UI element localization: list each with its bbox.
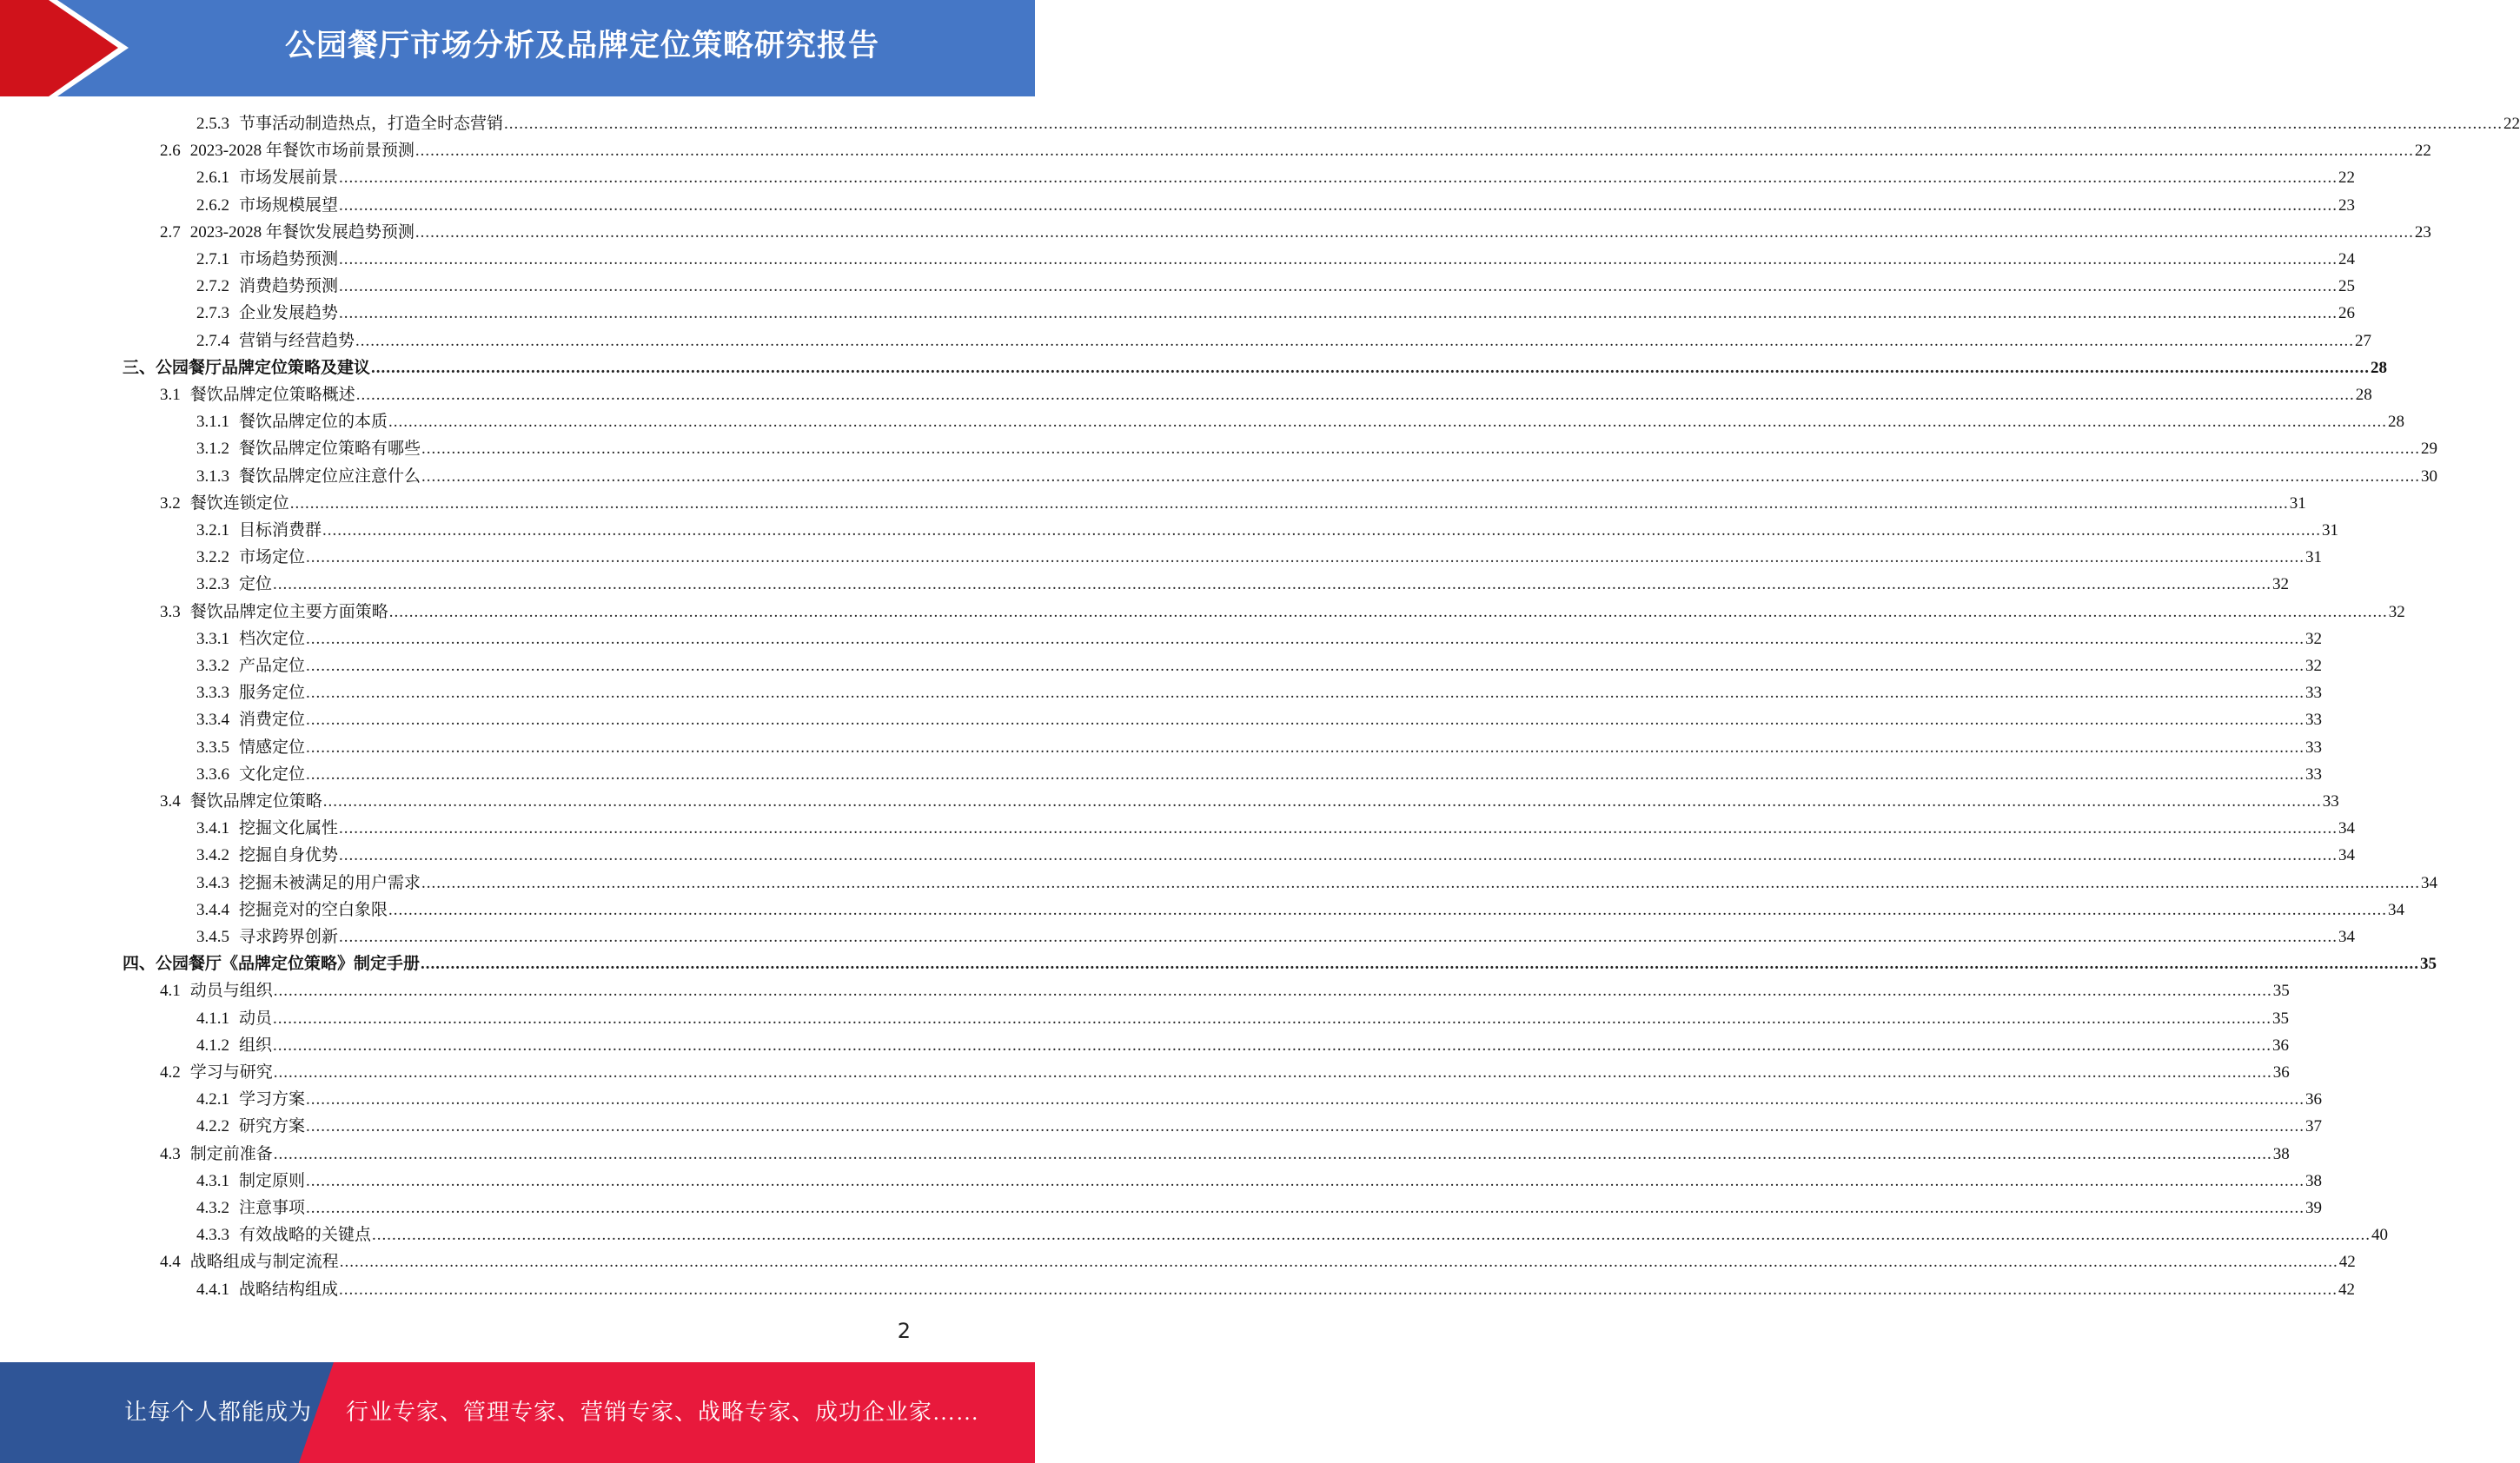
- toc-entry-page: 36: [2305, 1090, 2323, 1109]
- toc-dot-leader: ................................................................................................................................................................................................................................................................................................................................................................................................................: [339, 169, 2338, 188]
- toc-entry-page: 35: [2272, 1009, 2290, 1028]
- toc-entry-title: 有效战略的关键点: [239, 1226, 372, 1245]
- toc-entry-page: 22: [2338, 169, 2356, 188]
- toc-dot-leader: ................................................................................................................................................................................................................................................................................................................................................................................................................: [339, 277, 2338, 296]
- toc-entry-number: 4.4: [160, 1253, 181, 1272]
- toc-dot-leader: ................................................................................................................................................................................................................................................................................................................................................................................................................: [414, 142, 2414, 161]
- toc-entry-page: 33: [2322, 792, 2339, 811]
- toc-entry-label: [196, 463, 421, 487]
- toc-entry-number: 3.2: [160, 493, 181, 513]
- toc-entry-label: [196, 626, 305, 649]
- toc-entry-page: 42: [2338, 1253, 2356, 1272]
- toc-dot-leader: ................................................................................................................................................................................................................................................................................................................................................................................................................: [414, 222, 2414, 242]
- toc-dot-leader: ................................................................................................................................................................................................................................................................................................................................................................................................................: [388, 413, 2388, 432]
- toc-entry-title: 学习与研究: [189, 1063, 273, 1082]
- toc-entry-label: [196, 164, 338, 188]
- toc-entry-label: [196, 246, 338, 269]
- toc-entry-page: 22: [2414, 142, 2431, 161]
- toc-entry-page: 29: [2421, 440, 2438, 459]
- toc-entry-label: [123, 354, 370, 378]
- toc-entry-number: 3.4.3: [196, 873, 229, 892]
- toc-entry[interactable]: [196, 164, 2356, 191]
- footer-slogan-left: 让每个人都能成为: [124, 1400, 313, 1425]
- toc-entry-label: [160, 137, 414, 161]
- toc-dot-leader: ................................................................................................................................................................................................................................................................................................................................................................................................................: [421, 440, 2421, 459]
- toc-entry-number: 2.7.4: [196, 331, 229, 350]
- toc-entry-page: 27: [2355, 331, 2372, 350]
- toc-entry-page: 34: [2338, 846, 2356, 865]
- toc-entry-label: [160, 1248, 339, 1272]
- toc-entry-label: [196, 192, 338, 215]
- toc-entry-number: 4.2.1: [196, 1090, 229, 1109]
- toc-entry-title: 挖掘自身优势: [239, 846, 339, 865]
- toc-entry-page: 36: [2272, 1063, 2290, 1082]
- toc-entry[interactable]: [196, 706, 2323, 733]
- toc-entry-label: [196, 517, 322, 540]
- toc-entry-label: [196, 1113, 305, 1136]
- toc-entry-label: [160, 1141, 273, 1164]
- footer-banner: [0, 1362, 1035, 1463]
- toc-entry-number: 3.4.1: [196, 819, 229, 838]
- toc-entry-page: 28: [2371, 358, 2388, 377]
- toc-entry-number: 3.1.3: [196, 467, 229, 486]
- toc-entry-title: 动员与组织: [189, 982, 273, 1001]
- toc-entry-page: 33: [2305, 738, 2323, 757]
- toc-entry-number: 3.1.2: [196, 440, 229, 459]
- toc-entry-page: 38: [2272, 1144, 2290, 1163]
- toc-entry-title: 动员: [239, 1009, 273, 1028]
- toc-entry-title: 注意事项: [239, 1199, 306, 1217]
- toc-entry[interactable]: [196, 246, 2356, 273]
- toc-entry-label: [196, 110, 503, 134]
- toc-entry-page: 25: [2338, 277, 2356, 296]
- toc-dot-leader: ................................................................................................................................................................................................................................................................................................................................................................................................................: [273, 1036, 2272, 1055]
- toc-dot-leader: ................................................................................................................................................................................................................................................................................................................................................................................................................: [273, 982, 2272, 1001]
- toc-entry-number: 3.2.3: [196, 575, 229, 594]
- toc-entry[interactable]: [196, 1168, 2323, 1195]
- toc-entry-page: 32: [2305, 629, 2323, 648]
- toc-entry-number: 4.1.1: [196, 1009, 229, 1028]
- toc-entry[interactable]: [196, 1221, 2389, 1248]
- toc-entry[interactable]: [160, 381, 2372, 408]
- toc-entry[interactable]: [196, 761, 2323, 788]
- toc-entry-page: 33: [2305, 711, 2323, 730]
- toc-entry-label: [160, 599, 388, 622]
- toc-entry[interactable]: [196, 408, 2405, 435]
- toc-entry-number: 3.4.4: [196, 900, 229, 919]
- toc-entry-label: [196, 1276, 338, 1300]
- toc-entry[interactable]: [123, 354, 2388, 381]
- toc-entry-label: [160, 1059, 273, 1082]
- toc-entry-label: [160, 381, 355, 405]
- toc-entry-page: 22: [2503, 115, 2520, 133]
- toc-entry-title: 服务定位: [239, 684, 306, 703]
- toc-entry-label: [196, 1005, 272, 1029]
- toc-entry-title: 四、公园餐厅《品牌定位策略》制定手册: [123, 955, 421, 974]
- toc-dot-leader: ................................................................................................................................................................................................................................................................................................................................................................................................................: [306, 1171, 2305, 1190]
- toc-entry-page: 33: [2305, 684, 2323, 703]
- toc-entry-title: 市场定位: [239, 548, 306, 567]
- toc-entry-page: 23: [2414, 222, 2431, 242]
- toc-entry-label: [160, 977, 273, 1001]
- toc-entry-number: 2.6.2: [196, 195, 229, 215]
- toc-entry[interactable]: [160, 1141, 2290, 1168]
- toc-entry[interactable]: [196, 842, 2356, 869]
- toc-entry-label: [196, 273, 338, 296]
- toc-entry-title: 制定前准备: [189, 1144, 273, 1163]
- toc-entry-number: 2.6.1: [196, 169, 229, 188]
- toc-entry-label: [160, 788, 322, 811]
- toc-entry-title: 挖掘竞对的空白象限: [239, 900, 388, 919]
- toc-entry-label: [196, 300, 338, 323]
- toc-entry-number: 2.7: [160, 222, 181, 242]
- toc-entry-number: 3.3: [160, 602, 181, 621]
- toc-dot-leader: ................................................................................................................................................................................................................................................................................................................................................................................................................: [421, 467, 2421, 486]
- toc-entry-label: [196, 1032, 272, 1056]
- toc-entry-number: 3.4: [160, 792, 181, 811]
- toc-entry-title: 市场规模展望: [239, 195, 339, 215]
- toc-entry-page: 31: [2322, 521, 2339, 540]
- toc-entry[interactable]: [160, 788, 2339, 815]
- toc-entry-title: 战略结构组成: [239, 1280, 339, 1299]
- toc-entry-number: 4.2.2: [196, 1117, 229, 1136]
- toc-entry-number: 3.1.1: [196, 413, 229, 432]
- toc-entry-page: 36: [2272, 1036, 2290, 1055]
- toc-entry-label: [196, 1221, 371, 1245]
- toc-entry-title: 组织: [239, 1036, 273, 1055]
- toc-entry[interactable]: [160, 1059, 2290, 1086]
- toc-entry-page: 39: [2305, 1199, 2323, 1217]
- toc-dot-leader: ................................................................................................................................................................................................................................................................................................................................................................................................................: [355, 386, 2355, 404]
- toc-entry-title: 研究方案: [239, 1117, 306, 1136]
- toc-entry-number: 3.2.2: [196, 548, 229, 567]
- toc-entry-title: 文化定位: [239, 765, 306, 784]
- toc-dot-leader: ................................................................................................................................................................................................................................................................................................................................................................................................................: [388, 602, 2388, 621]
- toc-entry[interactable]: [196, 435, 2438, 462]
- toc-entry[interactable]: [196, 1195, 2323, 1221]
- toc-entry-title: 档次定位: [239, 629, 306, 648]
- toc-dot-leader: ................................................................................................................................................................................................................................................................................................................................................................................................................: [306, 1199, 2305, 1217]
- toc-dot-leader: ................................................................................................................................................................................................................................................................................................................................................................................................................: [355, 331, 2355, 350]
- toc-entry[interactable]: [196, 517, 2339, 544]
- toc-entry-title: 2023-2028 年餐饮市场前景预测: [189, 142, 414, 161]
- toc-entry[interactable]: [196, 1032, 2290, 1059]
- toc-entry-number: 4.3.2: [196, 1199, 229, 1217]
- toc-entry-number: 4.2: [160, 1063, 181, 1082]
- toc-entry-page: 32: [2388, 602, 2405, 621]
- toc-entry-label: [196, 328, 355, 351]
- toc-entry-label: [196, 435, 421, 459]
- toc-entry-page: 31: [2289, 493, 2306, 513]
- toc-entry[interactable]: [196, 815, 2356, 842]
- page-number: 2: [897, 1319, 911, 1343]
- toc-entry-label: [196, 652, 305, 676]
- toc-entry[interactable]: [160, 599, 2405, 626]
- toc-dot-leader: ................................................................................................................................................................................................................................................................................................................................................................................................................: [339, 250, 2338, 268]
- toc-entry-page: 23: [2338, 195, 2356, 215]
- toc-entry-label: [196, 923, 338, 947]
- toc-dot-leader: ................................................................................................................................................................................................................................................................................................................................................................................................................: [289, 493, 2289, 513]
- toc-entry-title: 2023-2028 年餐饮发展趋势预测: [189, 222, 414, 242]
- toc-entry-number: 2.6: [160, 142, 181, 161]
- toc-dot-leader: ................................................................................................................................................................................................................................................................................................................................................................................................................: [339, 1280, 2338, 1299]
- toc-entry-number: 3.3.3: [196, 684, 229, 703]
- toc-entry-number: 3.1: [160, 386, 181, 404]
- header-arrow-decoration: [0, 0, 139, 96]
- toc-entry-title: 定位: [239, 575, 273, 594]
- toc-entry-number: 3.4.5: [196, 928, 229, 946]
- toc-entry-number: 2.7.3: [196, 304, 229, 323]
- toc-entry-page: 37: [2305, 1117, 2323, 1136]
- toc-entry[interactable]: [196, 273, 2356, 300]
- toc-entry-label: [196, 706, 305, 730]
- toc-entry-title: 餐饮品牌定位策略概述: [189, 386, 355, 404]
- header-bar: [0, 0, 1035, 96]
- toc-dot-leader: ................................................................................................................................................................................................................................................................................................................................................................................................................: [306, 1090, 2305, 1109]
- toc-entry-title: 餐饮品牌定位应注意什么: [239, 467, 421, 486]
- toc-entry-title: 战略组成与制定流程: [189, 1253, 339, 1272]
- toc-entry-page: 38: [2305, 1171, 2323, 1190]
- toc-entry-title: 寻求跨界创新: [239, 928, 339, 946]
- toc-dot-leader: ................................................................................................................................................................................................................................................................................................................................................................................................................: [273, 1144, 2272, 1163]
- toc-dot-leader: ................................................................................................................................................................................................................................................................................................................................................................................................................: [339, 195, 2338, 215]
- toc-entry-page: 34: [2338, 819, 2356, 838]
- toc-entry-label: [196, 1195, 305, 1218]
- toc-entry-label: [196, 870, 421, 893]
- toc-entry-number: 4.1: [160, 982, 181, 1001]
- toc-entry-label: [196, 408, 388, 432]
- toc-entry-page: 28: [2388, 413, 2405, 432]
- toc-dot-leader: ................................................................................................................................................................................................................................................................................................................................................................................................................: [273, 575, 2272, 594]
- toc-entry[interactable]: [160, 1248, 2356, 1275]
- toc-entry-title: 制定原则: [239, 1171, 306, 1190]
- toc-entry-title: 消费趋势预测: [239, 277, 339, 296]
- toc-entry-number: 3.3.5: [196, 738, 229, 757]
- toc-entry-title: 挖掘未被满足的用户需求: [239, 873, 421, 892]
- toc-entry-page: 26: [2338, 304, 2356, 323]
- toc-dot-leader: ................................................................................................................................................................................................................................................................................................................................................................................................................: [339, 1253, 2338, 1272]
- toc-entry-title: 餐饮品牌定位主要方面策略: [189, 602, 388, 621]
- toc-entry-number: 3.3.1: [196, 629, 229, 648]
- toc-entry-page: 33: [2305, 765, 2323, 784]
- toc-entry[interactable]: [196, 734, 2323, 761]
- toc-entry-title: 情感定位: [239, 738, 306, 757]
- toc-dot-leader: ................................................................................................................................................................................................................................................................................................................................................................................................................: [306, 738, 2305, 757]
- toc-dot-leader: ................................................................................................................................................................................................................................................................................................................................................................................................................: [322, 792, 2322, 811]
- toc-dot-leader: ................................................................................................................................................................................................................................................................................................................................................................................................................: [306, 1117, 2305, 1136]
- toc-entry-number: 4.3.1: [196, 1171, 229, 1190]
- toc-entry-number: 3.2.1: [196, 521, 229, 540]
- toc-entry-label: [123, 950, 420, 974]
- toc-entry-page: 30: [2421, 467, 2438, 486]
- toc-entry-number: 4.1.2: [196, 1036, 229, 1055]
- toc-dot-leader: ................................................................................................................................................................................................................................................................................................................................................................................................................: [306, 765, 2305, 784]
- toc-dot-leader: ................................................................................................................................................................................................................................................................................................................................................................................................................: [306, 629, 2305, 648]
- toc-dot-leader: ................................................................................................................................................................................................................................................................................................................................................................................................................: [371, 358, 2371, 377]
- toc-entry-number: 2.7.1: [196, 250, 229, 268]
- toc-dot-leader: ................................................................................................................................................................................................................................................................................................................................................................................................................: [421, 873, 2421, 892]
- toc-entry[interactable]: [196, 1113, 2323, 1140]
- toc-entry-page: 24: [2338, 250, 2356, 268]
- toc-entry[interactable]: [160, 219, 2431, 246]
- toc-entry-title: 市场趋势预测: [239, 250, 339, 268]
- toc-entry-page: 34: [2338, 928, 2356, 946]
- toc-entry[interactable]: [196, 328, 2372, 354]
- toc-dot-leader: ................................................................................................................................................................................................................................................................................................................................................................................................................: [306, 684, 2305, 703]
- toc-entry-number: 2.7.2: [196, 277, 229, 296]
- toc-entry-number: 3.3.4: [196, 711, 229, 730]
- toc-entry[interactable]: [123, 950, 2437, 977]
- toc-entry[interactable]: [196, 571, 2290, 598]
- toc-entry-label: [196, 734, 305, 758]
- toc-entry-page: 32: [2272, 575, 2290, 594]
- toc-entry[interactable]: [196, 897, 2405, 923]
- toc-entry-number: 4.3: [160, 1144, 181, 1163]
- toc-dot-leader: ................................................................................................................................................................................................................................................................................................................................................................................................................: [339, 819, 2338, 838]
- toc-dot-leader: ................................................................................................................................................................................................................................................................................................................................................................................................................: [273, 1009, 2272, 1028]
- toc-dot-leader: ................................................................................................................................................................................................................................................................................................................................................................................................................: [306, 548, 2305, 567]
- toc-entry-label: [196, 761, 305, 784]
- toc-entry-label: [196, 815, 338, 838]
- toc-entry-number: 2.5.3: [196, 115, 229, 133]
- toc-dot-leader: ................................................................................................................................................................................................................................................................................................................................................................................................................: [339, 846, 2338, 865]
- toc-entry-page: 40: [2371, 1226, 2389, 1245]
- toc-entry[interactable]: [196, 923, 2356, 950]
- toc-dot-leader: ................................................................................................................................................................................................................................................................................................................................................................................................................: [306, 711, 2305, 730]
- toc-dot-leader: ................................................................................................................................................................................................................................................................................................................................................................................................................: [306, 657, 2305, 675]
- toc-entry[interactable]: [196, 1005, 2290, 1032]
- footer-slogan-right: 行业专家、管理专家、营销专家、战略专家、成功企业家……: [346, 1400, 980, 1425]
- toc-entry[interactable]: [196, 544, 2323, 571]
- toc-entry-title: 营销与经营趋势: [239, 331, 355, 350]
- toc-entry[interactable]: [196, 110, 2520, 137]
- toc-dot-leader: ................................................................................................................................................................................................................................................................................................................................................................................................................: [388, 900, 2388, 919]
- toc-entry-page: 31: [2305, 548, 2323, 567]
- document-title: 公园餐厅市场分析及品牌定位策略研究报告: [284, 29, 879, 63]
- toc-entry-label: [196, 842, 338, 865]
- toc-entry-title: 消费定位: [239, 711, 306, 730]
- toc-entry-title: 市场发展前景: [239, 169, 339, 188]
- toc-entry-number: 3.3.6: [196, 765, 229, 784]
- toc-dot-leader: ................................................................................................................................................................................................................................................................................................................................................................................................................: [372, 1226, 2371, 1245]
- toc-entry-title: 产品定位: [239, 657, 306, 675]
- toc-dot-leader: ................................................................................................................................................................................................................................................................................................................................................................................................................: [339, 928, 2338, 946]
- toc-dot-leader: ................................................................................................................................................................................................................................................................................................................................................................................................................: [322, 521, 2322, 540]
- toc-entry-number: 3.4.2: [196, 846, 229, 865]
- toc-entry-title: 三、公园餐厅品牌定位策略及建议: [123, 358, 371, 377]
- toc-entry-number: 4.3.3: [196, 1226, 229, 1245]
- toc-entry-label: [196, 1168, 305, 1191]
- toc-entry-title: 挖掘文化属性: [239, 819, 339, 838]
- toc-entry-label: [196, 1086, 305, 1109]
- toc-entry[interactable]: [196, 1276, 2356, 1303]
- toc-entry[interactable]: [160, 137, 2431, 164]
- toc-entry[interactable]: [196, 679, 2323, 706]
- toc-entry-page: 34: [2388, 900, 2405, 919]
- toc-entry[interactable]: [160, 977, 2290, 1004]
- toc-entry[interactable]: [196, 1086, 2323, 1113]
- toc-entry[interactable]: [196, 463, 2438, 490]
- toc-entry[interactable]: [196, 300, 2356, 327]
- toc-entry-number: 3.3.2: [196, 657, 229, 675]
- toc-entry-label: [160, 219, 414, 242]
- toc-entry-title: 餐饮连锁定位: [189, 493, 289, 513]
- toc-entry-title: 学习方案: [239, 1090, 306, 1109]
- toc-entry-page: 28: [2355, 386, 2372, 404]
- toc-entry-title: 餐饮品牌定位策略: [189, 792, 322, 811]
- toc-entry-page: 35: [2420, 955, 2437, 974]
- toc-entry[interactable]: [196, 652, 2323, 679]
- toc-dot-leader: ................................................................................................................................................................................................................................................................................................................................................................................................................: [504, 115, 2503, 133]
- toc-entry-number: 4.4.1: [196, 1280, 229, 1299]
- toc-dot-leader: ................................................................................................................................................................................................................................................................................................................................................................................................................: [339, 304, 2338, 323]
- toc-dot-leader: ................................................................................................................................................................................................................................................................................................................................................................................................................: [421, 955, 2420, 974]
- toc-entry-title: 餐饮品牌定位策略有哪些: [239, 440, 421, 459]
- toc-entry-label: [196, 679, 305, 703]
- toc-entry-label: [196, 544, 305, 567]
- toc-entry[interactable]: [196, 192, 2356, 219]
- toc-entry-title: 节事活动制造热点，打造全时态营销: [239, 115, 504, 133]
- toc-entry-title: 企业发展趋势: [239, 304, 339, 323]
- toc-entry-title: 目标消费群: [239, 521, 322, 540]
- toc-entry[interactable]: [196, 870, 2438, 897]
- toc-entry-label: [196, 897, 388, 920]
- toc-entry-page: 35: [2272, 982, 2290, 1001]
- toc-entry-label: [160, 490, 289, 513]
- toc-entry-title: 餐饮品牌定位的本质: [239, 413, 388, 432]
- toc-dot-leader: ................................................................................................................................................................................................................................................................................................................................................................................................................: [273, 1063, 2272, 1082]
- toc-entry-page: 42: [2338, 1280, 2356, 1299]
- toc-entry[interactable]: [160, 490, 2306, 517]
- toc-entry-page: 34: [2421, 873, 2438, 892]
- toc-entry-page: 32: [2305, 657, 2323, 675]
- toc-entry[interactable]: [196, 626, 2323, 652]
- toc-entry-label: [196, 571, 272, 594]
